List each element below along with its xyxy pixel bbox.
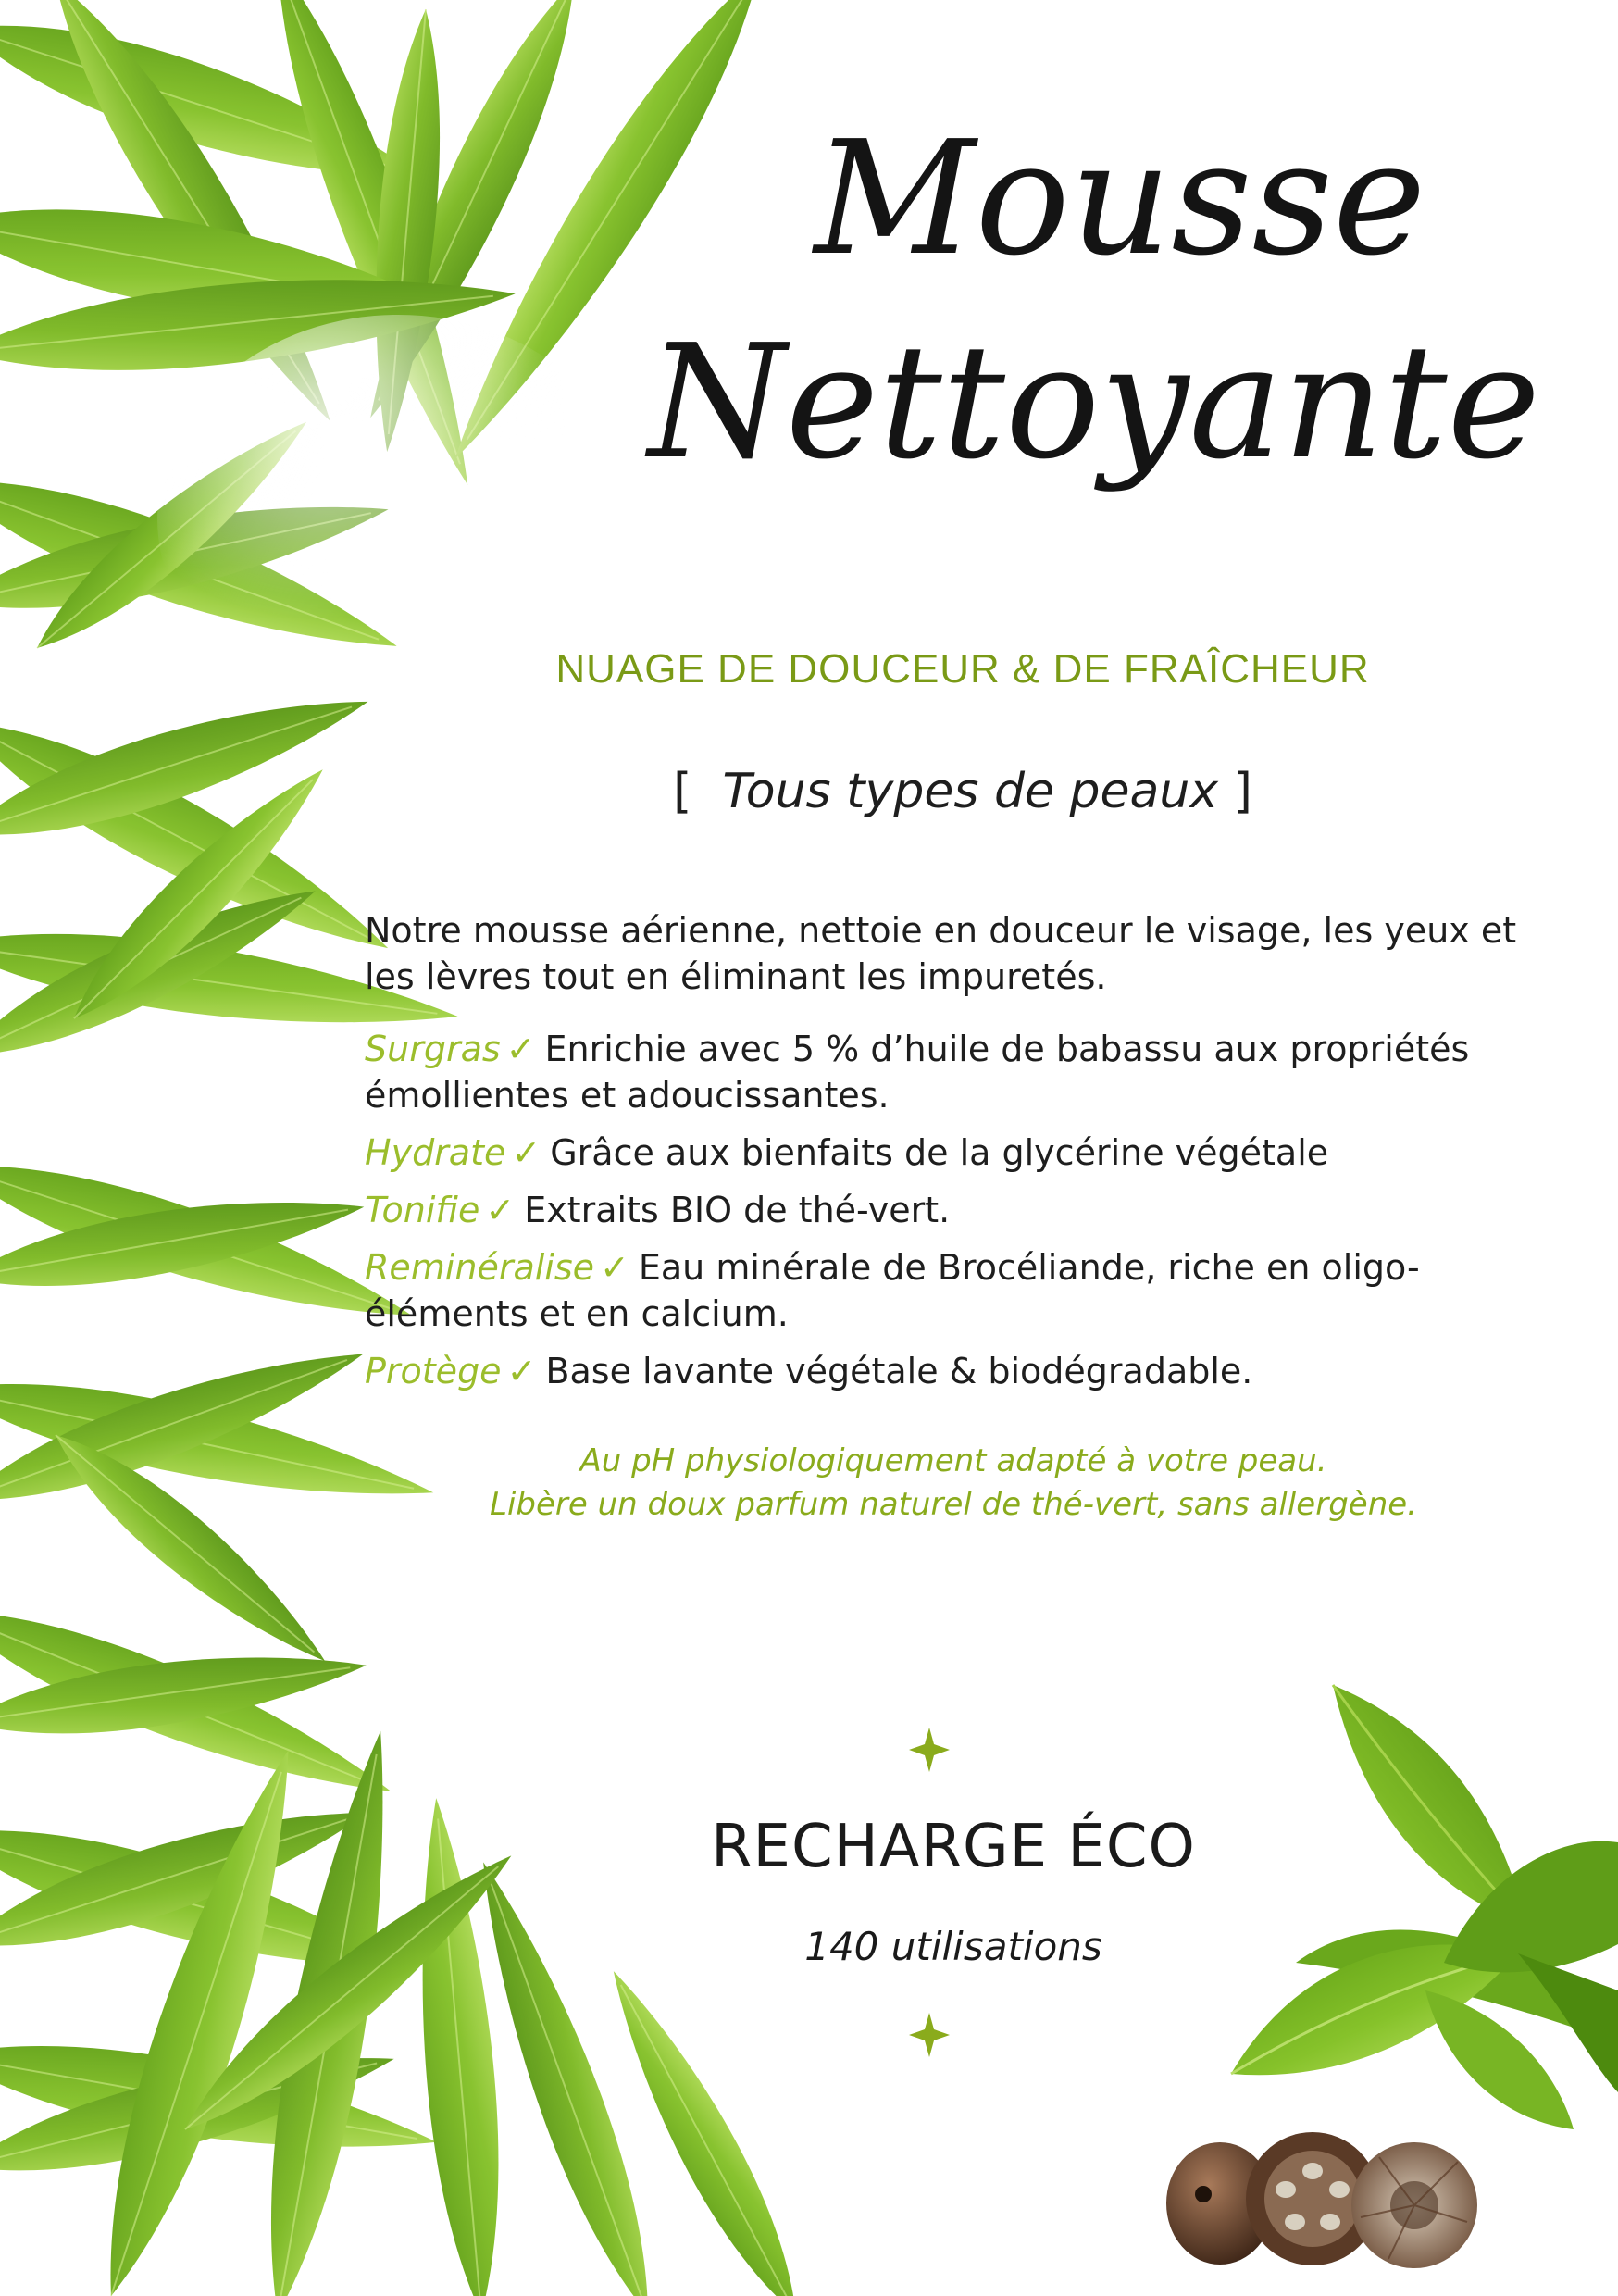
- property-keyword: Hydrate: [365, 1132, 506, 1173]
- property-text: Base lavante végétale & biodégradable.: [545, 1351, 1253, 1391]
- ph-note: [417, 1440, 1490, 1527]
- property-item: [365, 1348, 1559, 1394]
- title-line-1: Mousse: [814, 107, 1426, 291]
- refill-title: RECHARGE ÉCO: [711, 1813, 1196, 1881]
- skin-type: [463, 764, 1462, 819]
- property-keyword: Reminéralise: [365, 1247, 595, 1288]
- skin-type-text: Tous types de peaux: [722, 764, 1219, 819]
- sparkle-icon: [909, 2013, 950, 2057]
- property-text: Grâce aux bienfaits de la glycérine végétale: [550, 1132, 1329, 1173]
- check-icon: ✓: [506, 1351, 537, 1391]
- property-item: [365, 1129, 1559, 1176]
- property-item: [365, 1244, 1559, 1337]
- refill-uses: 140 utilisations: [804, 1924, 1102, 1969]
- intro-paragraph: Notre mousse aérienne, nettoie en douceur le visage, les yeux et les lèvres tout en éliminant les impuretés.: [365, 910, 1517, 997]
- property-text: Enrichie avec 5 % d’huile de babassu aux propriétés émollientes et adoucissantes.: [365, 1029, 1470, 1116]
- ph-note-line-1: Au pH physiologiquement adapté à votre peau.: [579, 1442, 1327, 1479]
- check-icon: ✓: [485, 1190, 516, 1230]
- check-icon: ✓: [600, 1247, 629, 1288]
- property-item: [365, 1187, 1559, 1233]
- title-line-2: Nettoyante: [648, 311, 1541, 494]
- property-item: [365, 1026, 1559, 1118]
- babassu-nuts-illustration: [1166, 2132, 1477, 2268]
- check-icon: ✓: [511, 1132, 541, 1173]
- properties-list: [365, 1026, 1559, 1405]
- tagline: NUAGE DE DOUCEUR & DE FRAÎCHEUR: [555, 646, 1370, 692]
- check-icon: ✓: [505, 1029, 536, 1069]
- bracket-open: [: [673, 764, 692, 819]
- property-keyword: Protège: [365, 1351, 502, 1391]
- property-keyword: Tonifie: [365, 1190, 480, 1230]
- property-keyword: Surgras: [365, 1029, 501, 1069]
- property-text: Extraits BIO de thé-vert.: [524, 1190, 951, 1230]
- sparkle-icon: [909, 1728, 950, 1772]
- property-text: Eau minérale de Brocéliande, riche en oligo-éléments et en calcium.: [365, 1247, 1420, 1334]
- bracket-close: ]: [1233, 764, 1252, 819]
- tea-leaves-illustration: [1231, 1685, 1618, 2129]
- ph-note-line-2: Libère un doux parfum naturel de thé-vert, sans allergène.: [490, 1486, 1417, 1523]
